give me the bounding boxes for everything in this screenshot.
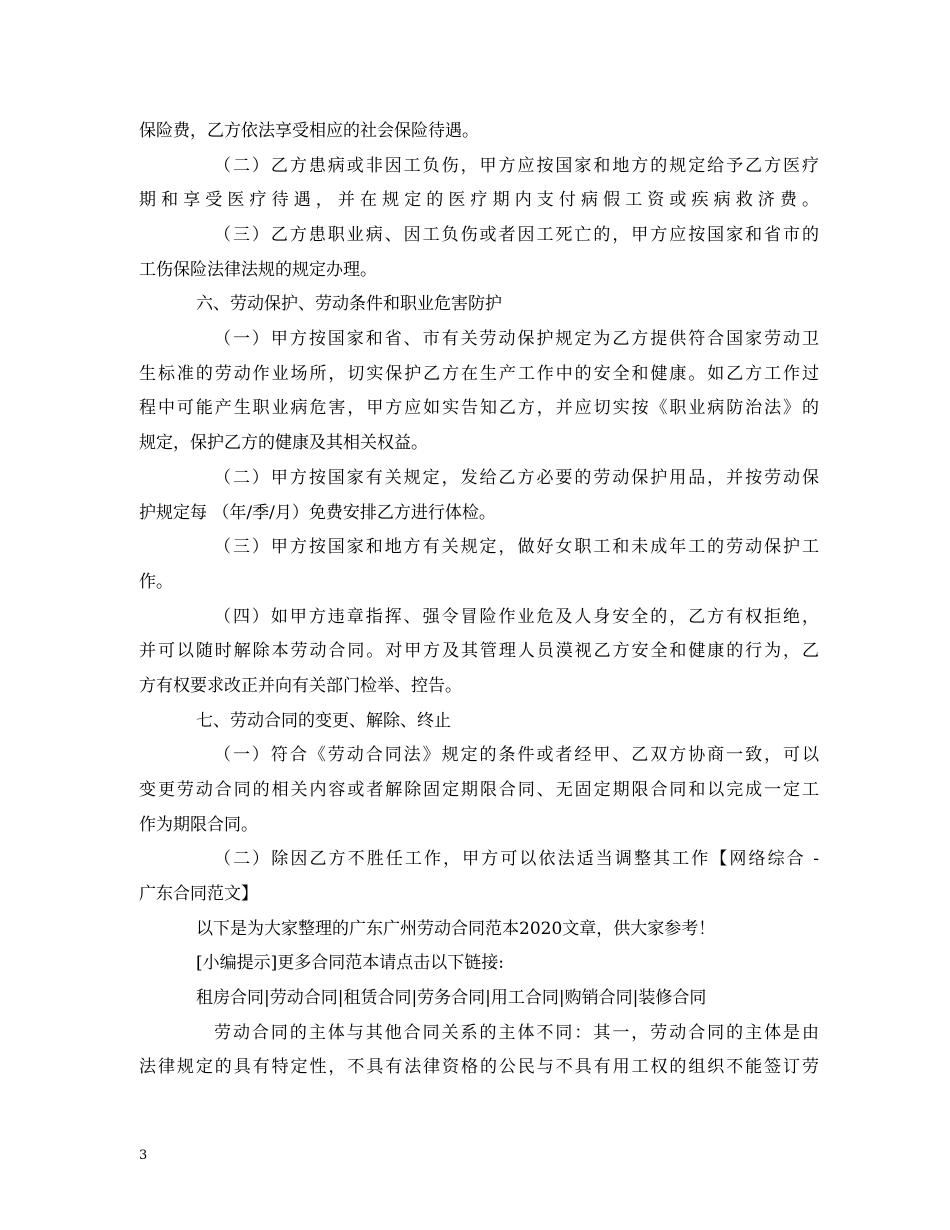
text-line: （二）乙方患病或非因工负伤，甲方应按国家和地方的规定给予乙方医疗 [214, 156, 819, 176]
text-line: [小编提示]更多合同范本请点击以下链接: [196, 953, 504, 973]
text-line: 保险费，乙方依法享受相应的社会保险待遇。 [139, 121, 479, 141]
text-line: （一）符合《劳动合同法》规定的条件或者经甲、乙双方协商一致，可以 [214, 745, 819, 765]
text-line: 方有权要求改正并向有关部门检举、控告。 [139, 676, 462, 696]
text-line: 程中可能产生职业病危害，甲方应如实告知乙方，并应切实按《职业病防治法》的 [139, 398, 819, 418]
text-line: （二）甲方按国家有关规定，发给乙方必要的劳动保护用品，并按劳动保 [214, 468, 819, 488]
text-line: 变更劳动合同的相关内容或者解除固定期限合同、无固定期限合同和以完成一定工 [139, 780, 819, 800]
text-line: 工伤保险法律法规的规定办理。 [139, 260, 377, 280]
text-line: 劳动合同的主体与其他合同关系的主体不同：其一，劳动合同的主体是由 [214, 1023, 819, 1043]
text-line: 法律规定的具有特定性，不具有法律资格的公民与不具有用工权的组织不能签订劳 [139, 1057, 819, 1077]
page-number: 3 [139, 1148, 148, 1163]
text-line: 作。 [139, 572, 173, 592]
text-line: 广东合同范文】 [139, 884, 258, 904]
text-line: 规定，保护乙方的健康及其相关权益。 [139, 433, 428, 453]
text-line: 生标准的劳动作业场所，切实保护乙方在生产工作中的安全和健康。如乙方工作过 [139, 364, 819, 384]
text-line: 并可以随时解除本劳动合同。对甲方及其管理人员漠视乙方安全和健康的行为，乙 [139, 641, 819, 661]
text-line: （三）甲方按国家和地方有关规定，做好女职工和未成年工的劳动保护工 [214, 537, 819, 557]
text-line: （二）除因乙方不胜任工作，甲方可以依法适当调整其工作【网络综合 - [214, 849, 819, 869]
section-heading: 六、劳动保护、劳动条件和职业危害防护 [196, 294, 502, 314]
text-line: 期和享受医疗待遇，并在规定的医疗期内支付病假工资或疾病救济费。 [139, 190, 819, 210]
text-line: 作为期限合同。 [139, 815, 258, 835]
contract-links[interactable]: 租房合同|劳动合同|租赁合同|劳务合同|用工合同|购销合同|装修合同 [196, 988, 707, 1008]
text-line: （四）如甲方违章指挥、强令冒险作业危及人身安全的，乙方有权拒绝， [214, 607, 819, 627]
text-line: 以下是为大家整理的广东广州劳动合同范本2020文章，供大家参考！ [196, 919, 716, 939]
text-line: 护规定每 （年/季/月）免费安排乙方进行体检。 [139, 503, 496, 523]
text-line: （三）乙方患职业病、因工负伤或者因工死亡的，甲方应按国家和省市的 [214, 225, 819, 245]
section-heading: 七、劳动合同的变更、解除、终止 [196, 711, 451, 731]
text-line: （一）甲方按国家和省、市有关劳动保护规定为乙方提供符合国家劳动卫 [214, 329, 819, 349]
